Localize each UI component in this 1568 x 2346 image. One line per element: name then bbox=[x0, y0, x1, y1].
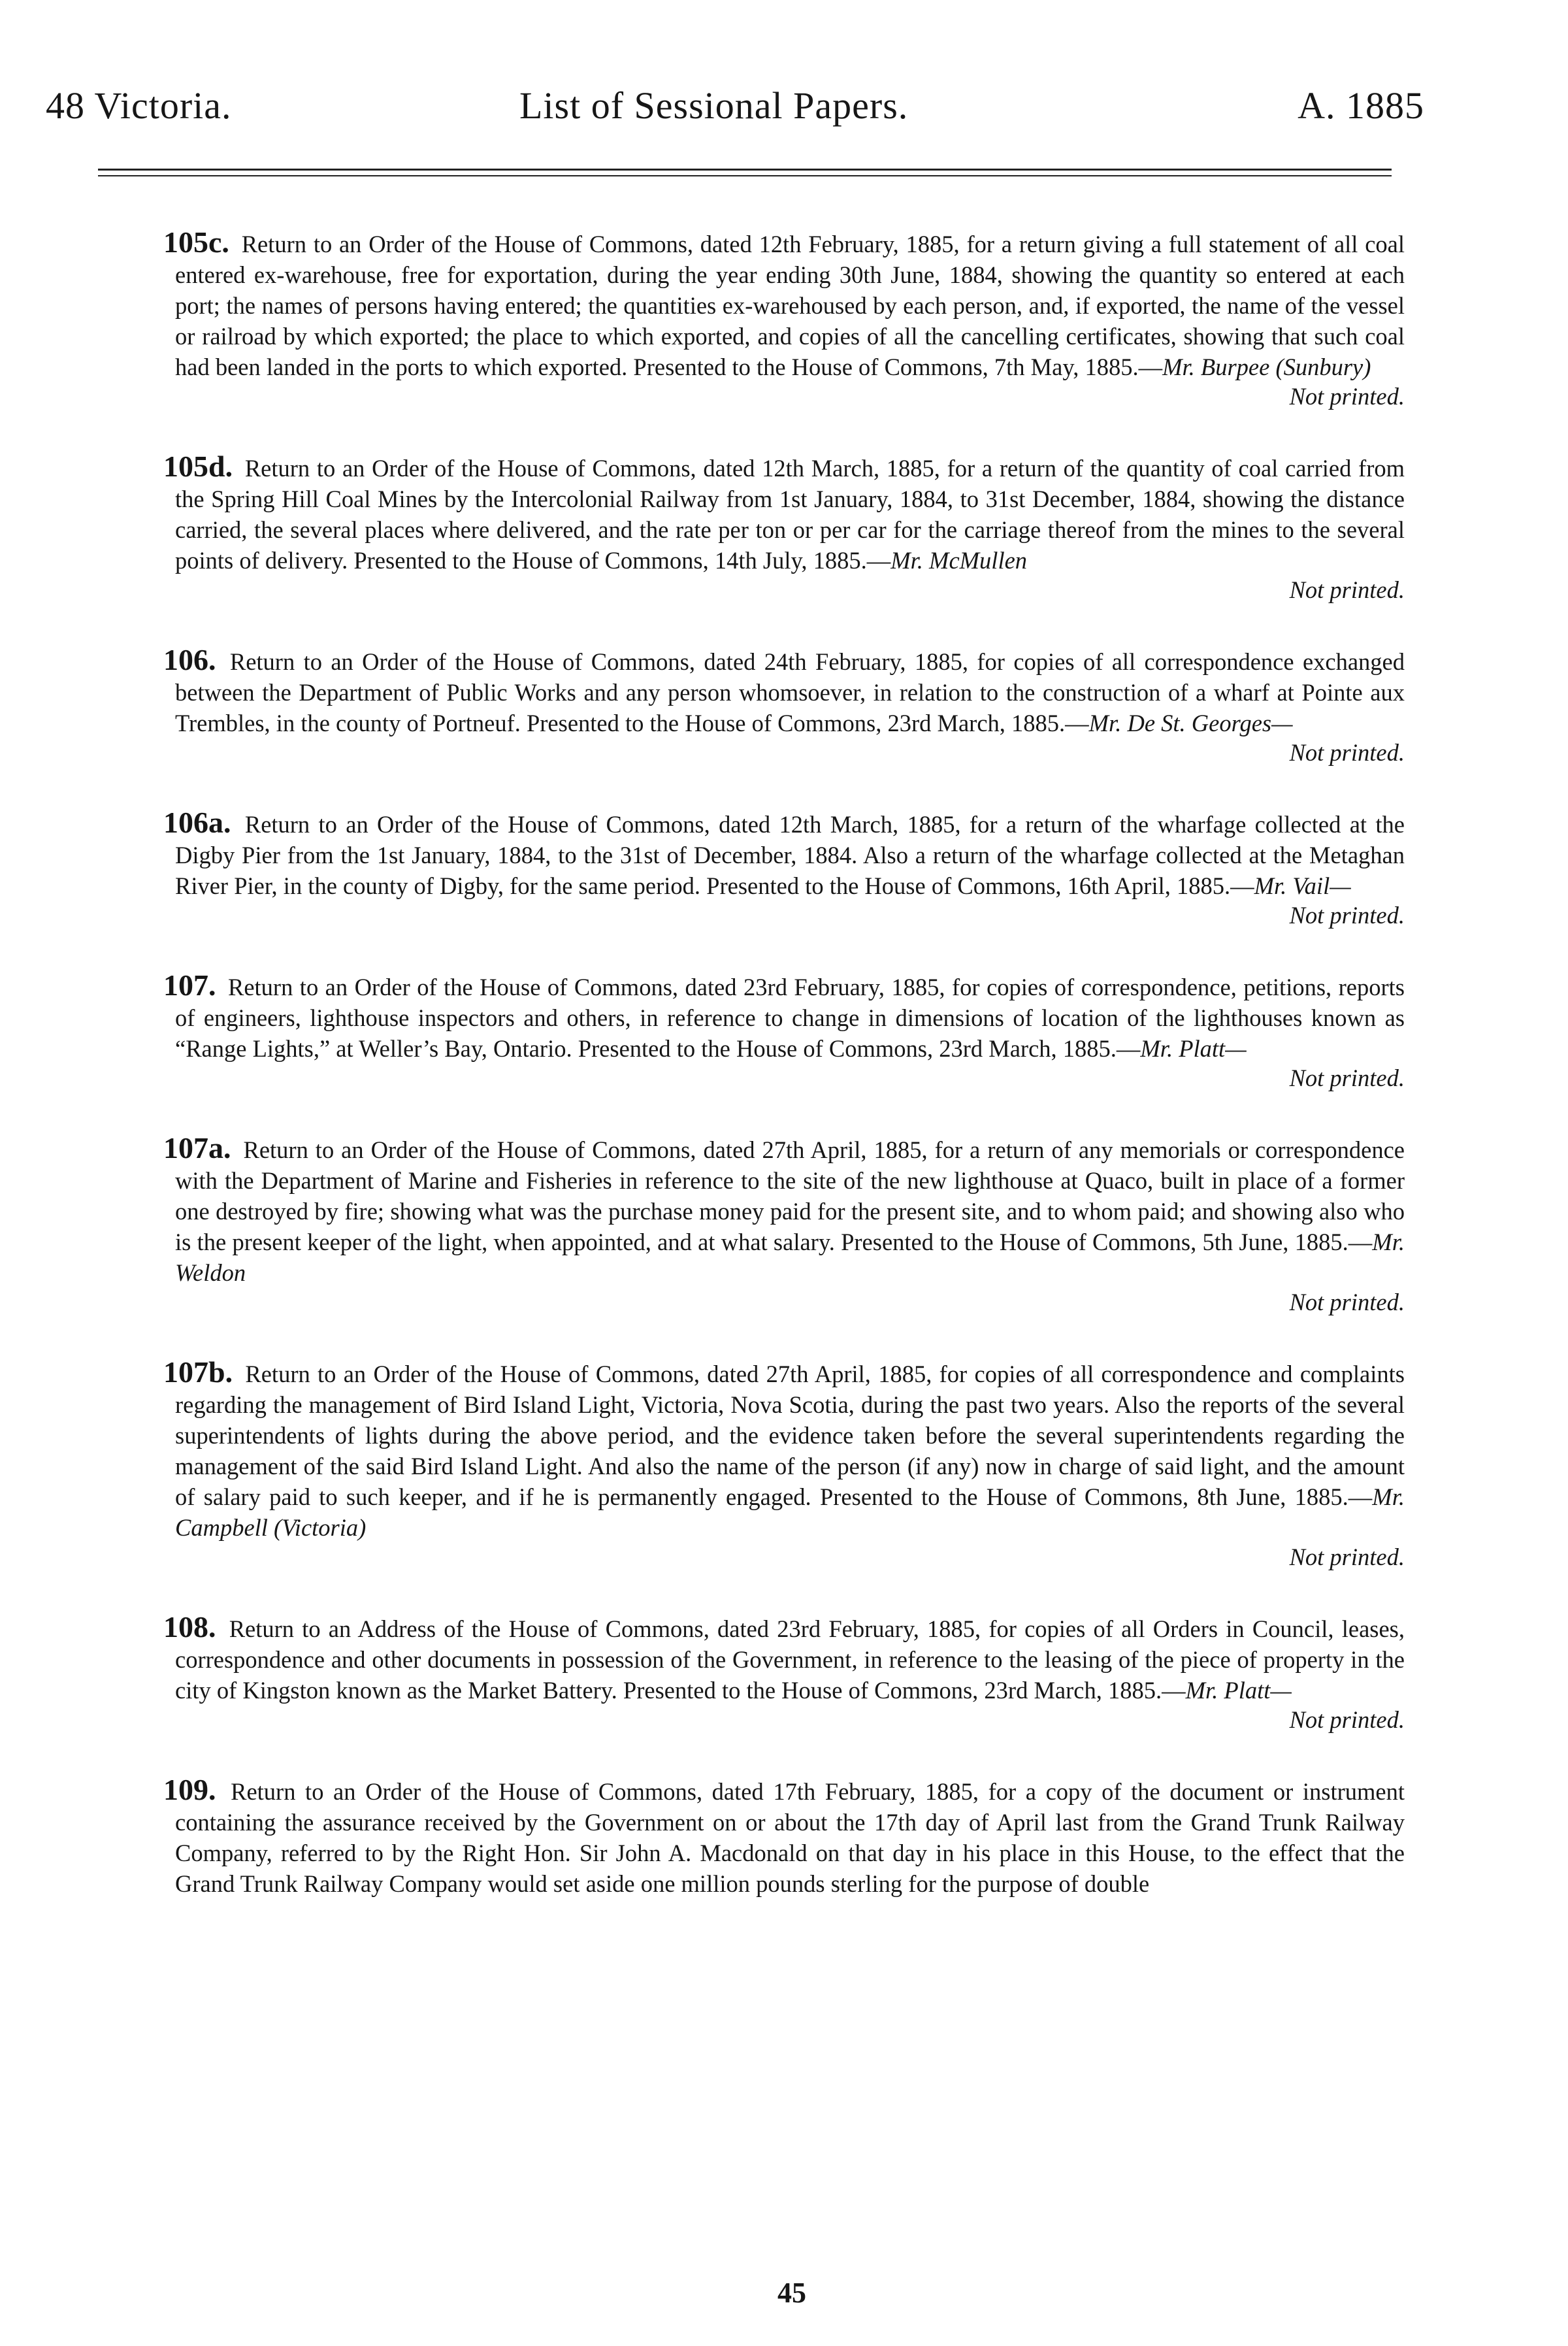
entry-109 bbox=[163, 1774, 1405, 1899]
entry-106 bbox=[163, 644, 1405, 768]
entry-108 bbox=[163, 1611, 1405, 1735]
entry-mover: Mr. De St. Georges— bbox=[1088, 709, 1293, 736]
sessional-papers-list bbox=[163, 203, 1405, 1937]
entry-text: Return to an Order of the House of Commons, dated 27th April, 1885, for copies of all correspondence and complaints regarding the management of Bird Island Light, Victoria, Nova Scotia, during the past two years. Also the reports of the several superintendents of lights during the above period, and the evidence taken before the several superintendents regarding the management of the said Bird Island Light. And also the name of the person (if any) now in charge of said light, and the amount of salary paid to such keeper, and if he is permanently engaged. Presented to the House of Commons, 8th June, 1885.— bbox=[175, 1360, 1405, 1510]
entry-mover: Mr. McMullen bbox=[890, 546, 1028, 574]
entry-status: Not printed. bbox=[1289, 1543, 1405, 1570]
header-session: 48 Victoria. bbox=[46, 84, 232, 127]
entry-107a bbox=[163, 1132, 1405, 1317]
entry-number: 107a. bbox=[163, 1131, 231, 1165]
entry-text: Return to an Order of the House of Commons, dated 12th March, 1885, for a return of the wharfage collected at the Digby Pier from the 1st January, 1884, to the 31st of December, 1884. Also a return of the wharfage collected at the Metaghan River Pier, in the county of Digby, for the same period. Presented to the House of Commons, 16th April, 1885.— bbox=[175, 810, 1405, 899]
entry-text: Return to an Order of the House of Commons, dated 23rd February, 1885, for copies of correspondence, petitions, reports of engineers, lighthouse inspectors and others, in reference to change in dimensions of location of the lighthouses known as “Range Lights,” at Weller’s Bay, Ontario. Presented to the House of Commons, 23rd March, 1885.— bbox=[175, 973, 1405, 1062]
header-rule-thin bbox=[98, 175, 1392, 176]
entry-mover: Mr. Platt— bbox=[1185, 1676, 1292, 1704]
entry-number: 105c. bbox=[163, 225, 229, 259]
page-number: 45 bbox=[777, 2277, 806, 2309]
entry-number: 108. bbox=[163, 1610, 216, 1644]
entry-status: Not printed. bbox=[1289, 576, 1405, 603]
entry-status: Not printed. bbox=[1289, 1706, 1405, 1733]
entry-number: 106a. bbox=[163, 805, 231, 839]
entry-mover: Mr. Campbell (Victoria) bbox=[175, 1483, 1405, 1541]
entry-mover: Mr. Burpee (Sunbury) bbox=[1162, 353, 1371, 380]
entry-105c bbox=[163, 227, 1405, 412]
entry-text: Return to an Order of the House of Commons, dated 12th February, 1885, for a return giving a full statement of all coal entered ex-warehouse, free for exportation, during the year ending 30th June, 1884, showing the quantity so entered at each port; the names of persons having entered; the quantities ex-warehoused by each person, and, if exported, the name of the vessel or railroad by which exported; the place to which exported, and copies of all the cancelling certificates, showing that such coal had been landed in the ports to which exported. Presented to the House of Commons, 7th May, 1885.— bbox=[175, 230, 1405, 380]
entry-text: Return to an Order of the House of Commons, dated 24th February, 1885, for copies of all correspondence exchanged between the Department of Public Works and any person whomsoever, in relation to the construction of a wharf at Pointe aux Trembles, in the county of Portneuf. Presented to the House of Commons, 23rd March, 1885.— bbox=[175, 648, 1405, 736]
entry-text: Return to an Order of the House of Commons, dated 12th March, 1885, for a return of the quantity of coal carried from the Spring Hill Coal Mines by the Intercolonial Railway from 1st January, 1884, to 31st December, 1884, showing the distance carried, the several places where delivered, and the rate per ton or per car for the carriage thereof from the mines to the several points of delivery. Presented to the House of Commons, 14th July, 1885.— bbox=[175, 454, 1405, 574]
entry-105d bbox=[163, 451, 1405, 605]
entry-mover: Mr. Platt— bbox=[1140, 1034, 1247, 1062]
entry-107b bbox=[163, 1357, 1405, 1572]
header-title: List of Sessional Papers. bbox=[519, 84, 909, 127]
entry-text: Return to an Order of the House of Commons, dated 27th April, 1885, for a return of any memorials or correspondence with the Department of Marine and Fisheries in reference to the site of the new lighthouse at Quaco, built in place of a former one destroyed by fire; showing what was the purchase money paid for the present site, and to whom paid; and showing also who is the present keeper of the light, when appointed, and at what salary. Presented to the House of Commons, 5th June, 1885.— bbox=[175, 1136, 1405, 1255]
entry-number: 106. bbox=[163, 642, 216, 676]
entry-mover: Mr. Vail— bbox=[1254, 872, 1351, 899]
entry-status: Not printed. bbox=[1289, 1288, 1405, 1315]
entry-number: 105d. bbox=[163, 449, 233, 483]
entry-status: Not printed. bbox=[1289, 382, 1405, 410]
entry-status: Not printed. bbox=[1289, 738, 1405, 766]
entry-number: 109. bbox=[163, 1772, 216, 1806]
entry-106a bbox=[163, 807, 1405, 931]
entry-status: Not printed. bbox=[1289, 901, 1405, 929]
entry-107 bbox=[163, 970, 1405, 1093]
entry-mover: Mr. Weldon bbox=[175, 1228, 1405, 1286]
header-rule bbox=[98, 169, 1392, 171]
header-year: A. 1885 bbox=[1298, 84, 1424, 127]
entry-number: 107. bbox=[163, 968, 216, 1002]
entry-text: Return to an Order of the House of Commons, dated 17th February, 1885, for a copy of the document or instrument containing the assurance received by the Government on or about the 17th day of April last from the Grand Trunk Railway Company, referred to by the Right Hon. Sir John A. Macdonald on that day in his place in this House, to the effect that the Grand Trunk Railway Company would set aside one million pounds sterling for the purpose of double bbox=[175, 1777, 1405, 1897]
entry-status: Not printed. bbox=[1289, 1064, 1405, 1091]
entry-number: 107b. bbox=[163, 1355, 233, 1389]
page-header bbox=[46, 84, 1424, 142]
entry-text: Return to an Address of the House of Commons, dated 23rd February, 1885, for copies of all Orders in Council, leases, correspondence and other documents in possession of the Government, in reference to the leasing of the piece of property in the city of Kingston known as the Market Battery. Presented to the House of Commons, 23rd March, 1885.— bbox=[175, 1615, 1405, 1704]
